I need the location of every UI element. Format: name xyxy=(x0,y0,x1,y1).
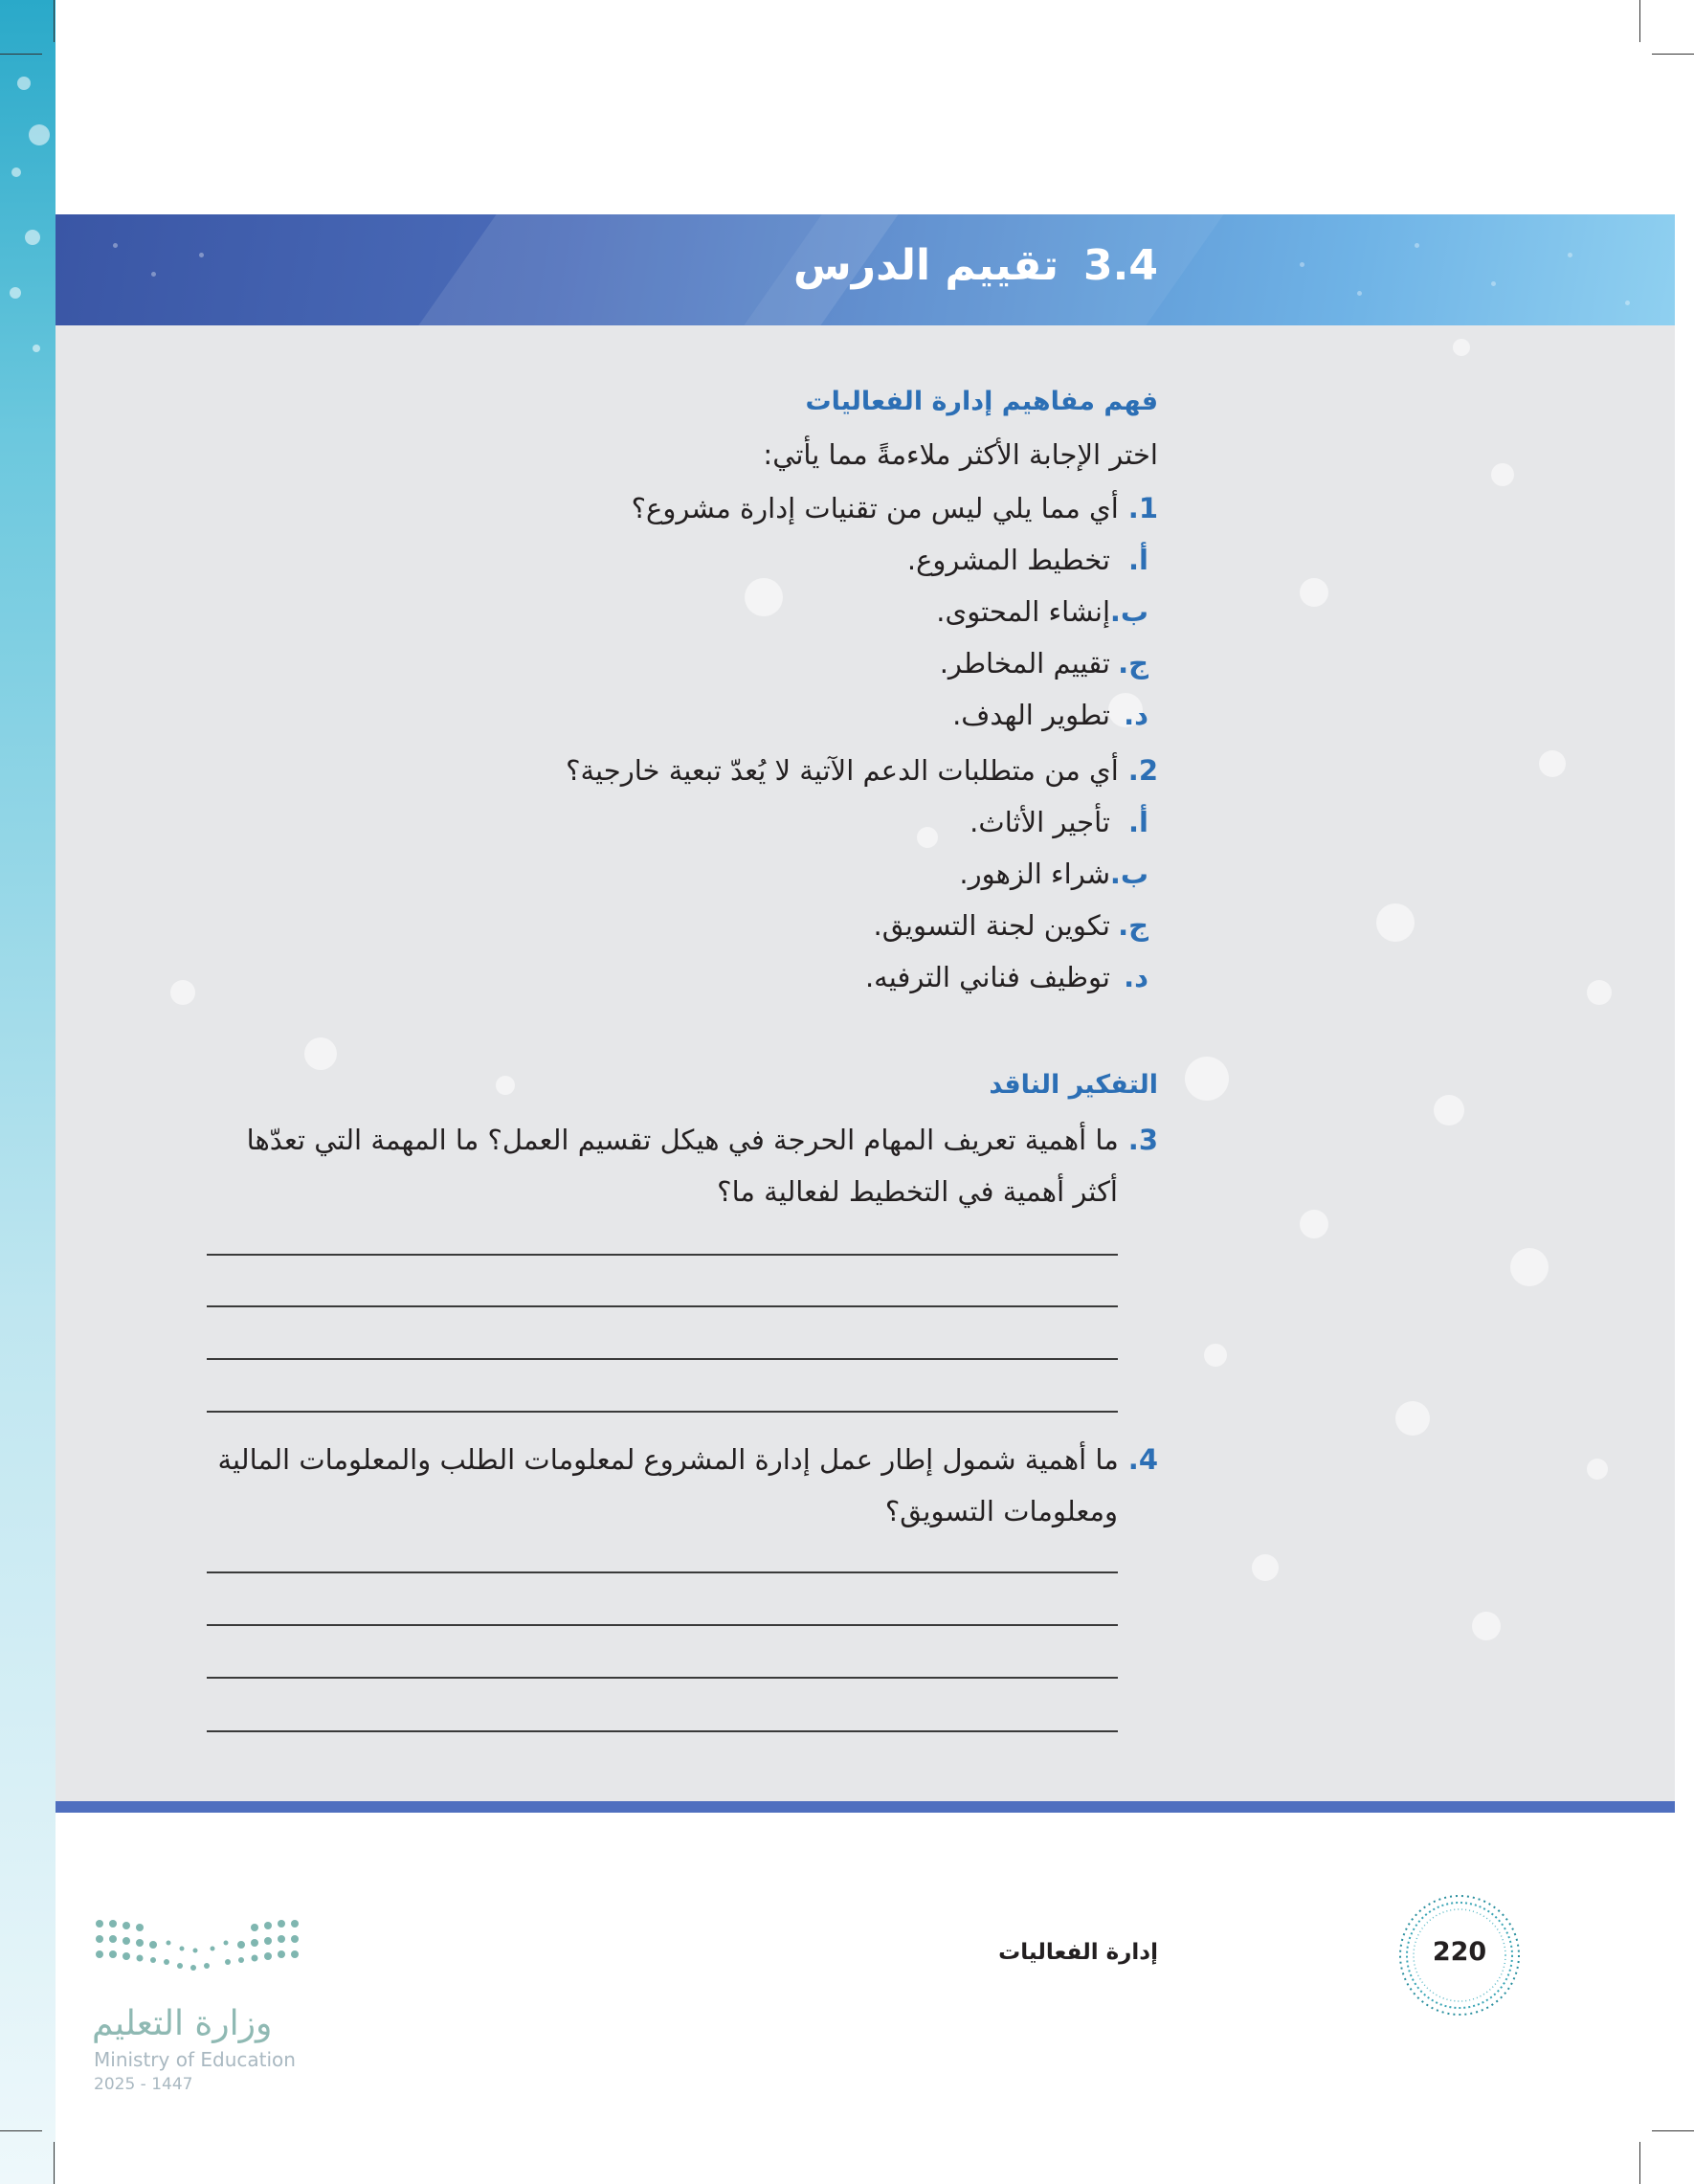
q1-option-c[interactable] xyxy=(940,647,1148,680)
question-number: 3. xyxy=(1127,1124,1158,1156)
option-letter: ج. xyxy=(1118,909,1148,942)
lesson-header xyxy=(793,241,1158,290)
option-text: توظيف فناني الترفيه. xyxy=(864,961,1110,993)
strip-dot xyxy=(33,345,40,352)
answer-line[interactable] xyxy=(207,1411,1118,1413)
option-letter: ب. xyxy=(1109,858,1148,890)
option-text: تخطيط المشروع. xyxy=(906,544,1110,576)
crop-mark xyxy=(0,54,42,55)
strip-dot xyxy=(29,124,50,145)
left-decorative-strip xyxy=(0,0,56,2184)
q1-option-b[interactable] xyxy=(936,595,1148,628)
crop-mark xyxy=(54,0,55,42)
question-text-line1: ما أهمية تعريف المهام الحرجة في هيكل تقسيم العمل؟ ما المهمة التي تعدّها xyxy=(246,1124,1119,1156)
crop-mark xyxy=(1652,54,1694,55)
option-letter: أ. xyxy=(1128,806,1148,838)
question-text: أي مما يلي ليس من تقنيات إدارة مشروع؟ xyxy=(631,492,1119,524)
bg-bubble xyxy=(1510,1248,1549,1286)
option-text: تطوير الهدف. xyxy=(952,699,1110,731)
header-dot xyxy=(113,243,118,248)
ministry-name-ar: وزارة التعليم xyxy=(92,2004,273,2043)
question-number: 2. xyxy=(1127,754,1158,787)
bg-bubble xyxy=(1539,750,1566,777)
ministry-logo-icon xyxy=(92,1914,302,2000)
option-text: إنشاء المحتوى. xyxy=(936,595,1110,628)
option-text: شراء الزهور. xyxy=(959,858,1110,890)
header-dot xyxy=(1357,291,1362,296)
crop-mark xyxy=(0,2130,42,2131)
header-dot xyxy=(1300,262,1304,267)
header-dot xyxy=(1491,281,1496,286)
option-letter: ج. xyxy=(1118,647,1148,680)
strip-dot xyxy=(11,167,21,177)
question-3 xyxy=(247,1124,1158,1156)
bg-bubble xyxy=(1587,1459,1608,1480)
answer-line[interactable] xyxy=(207,1254,1118,1256)
option-text: تكوين لجنة التسويق. xyxy=(873,909,1110,942)
question-2 xyxy=(566,754,1158,787)
bg-bubble xyxy=(1300,578,1328,607)
ministry-name-en: Ministry of Education xyxy=(94,2048,296,2071)
bg-bubble xyxy=(1300,1210,1328,1238)
bg-bubble xyxy=(304,1037,337,1070)
bg-bubble xyxy=(496,1076,515,1095)
question-number: 1. xyxy=(1127,492,1158,524)
option-letter: أ. xyxy=(1128,544,1148,576)
option-text: تقييم المخاطر. xyxy=(939,647,1110,680)
page-title: تقييم الدرس xyxy=(793,241,1059,290)
question-text-line2: أكثر أهمية في التخطيط لفعالية ما؟ xyxy=(717,1175,1118,1208)
question-number: 4. xyxy=(1127,1443,1158,1476)
q2-option-b[interactable] xyxy=(959,858,1148,890)
instruction-text: اختر الإجابة الأكثر ملاءمةً مما يأتي: xyxy=(763,438,1158,471)
question-text-line2: ومعلومات التسويق؟ xyxy=(884,1495,1118,1527)
bg-bubble xyxy=(1185,1057,1229,1101)
header-dot xyxy=(1415,243,1419,248)
answer-line[interactable] xyxy=(207,1730,1118,1732)
bg-bubble xyxy=(1491,463,1514,486)
page-number: 220 xyxy=(1432,1937,1487,1967)
option-letter: د. xyxy=(1124,699,1148,731)
strip-dot xyxy=(17,77,31,90)
answer-line[interactable] xyxy=(207,1305,1118,1307)
section-heading: فهم مفاهيم إدارة الفعاليات xyxy=(805,387,1158,416)
answer-line[interactable] xyxy=(207,1624,1118,1626)
strip-dot xyxy=(10,287,21,299)
q1-option-a[interactable] xyxy=(907,544,1148,576)
q2-option-a[interactable] xyxy=(970,806,1148,838)
q1-option-d[interactable] xyxy=(952,699,1148,731)
answer-line[interactable] xyxy=(207,1358,1118,1360)
question-text-line1: ما أهمية شمول إطار عمل إدارة المشروع لمعلومات الطلب والمعلومات المالية xyxy=(217,1443,1119,1476)
bg-bubble xyxy=(745,578,783,616)
answer-line[interactable] xyxy=(207,1677,1118,1679)
bg-bubble xyxy=(1453,339,1470,356)
bg-bubble xyxy=(917,827,938,848)
q2-option-c[interactable] xyxy=(874,909,1148,942)
header-dot xyxy=(1568,253,1572,257)
header-dot xyxy=(1625,301,1630,305)
strip-dot xyxy=(25,230,40,245)
bottom-bar xyxy=(56,1801,1675,1813)
header-dot xyxy=(151,272,156,277)
bg-bubble xyxy=(1376,903,1415,942)
header-dot xyxy=(199,253,204,257)
footer-subject: إدارة الفعاليات xyxy=(998,1940,1158,1965)
ministry-year: 2025 - 1447 xyxy=(94,2075,193,2094)
question-text: أي من متطلبات الدعم الآتية لا يُعدّ تبعية خارجية؟ xyxy=(566,754,1119,787)
option-letter: د. xyxy=(1124,961,1148,993)
crop-mark xyxy=(1639,2142,1640,2184)
option-text: تأجير الأثاث. xyxy=(970,806,1110,838)
bg-bubble xyxy=(1204,1344,1227,1367)
crop-mark xyxy=(1639,0,1640,42)
answer-line[interactable] xyxy=(207,1571,1118,1573)
question-1 xyxy=(632,492,1158,524)
section-number: 3.4 xyxy=(1083,241,1158,290)
bg-bubble xyxy=(1434,1095,1464,1125)
section-heading: التفكير الناقد xyxy=(989,1070,1158,1100)
crop-mark xyxy=(1652,2130,1694,2131)
option-letter: ب. xyxy=(1109,595,1148,628)
bg-bubble xyxy=(1395,1401,1430,1436)
bg-bubble xyxy=(1587,980,1612,1005)
bg-bubble xyxy=(1472,1612,1501,1640)
q2-option-d[interactable] xyxy=(865,961,1148,993)
bg-bubble xyxy=(1252,1554,1279,1581)
question-4 xyxy=(217,1443,1158,1476)
crop-mark xyxy=(54,2142,55,2184)
bg-bubble xyxy=(170,980,195,1005)
